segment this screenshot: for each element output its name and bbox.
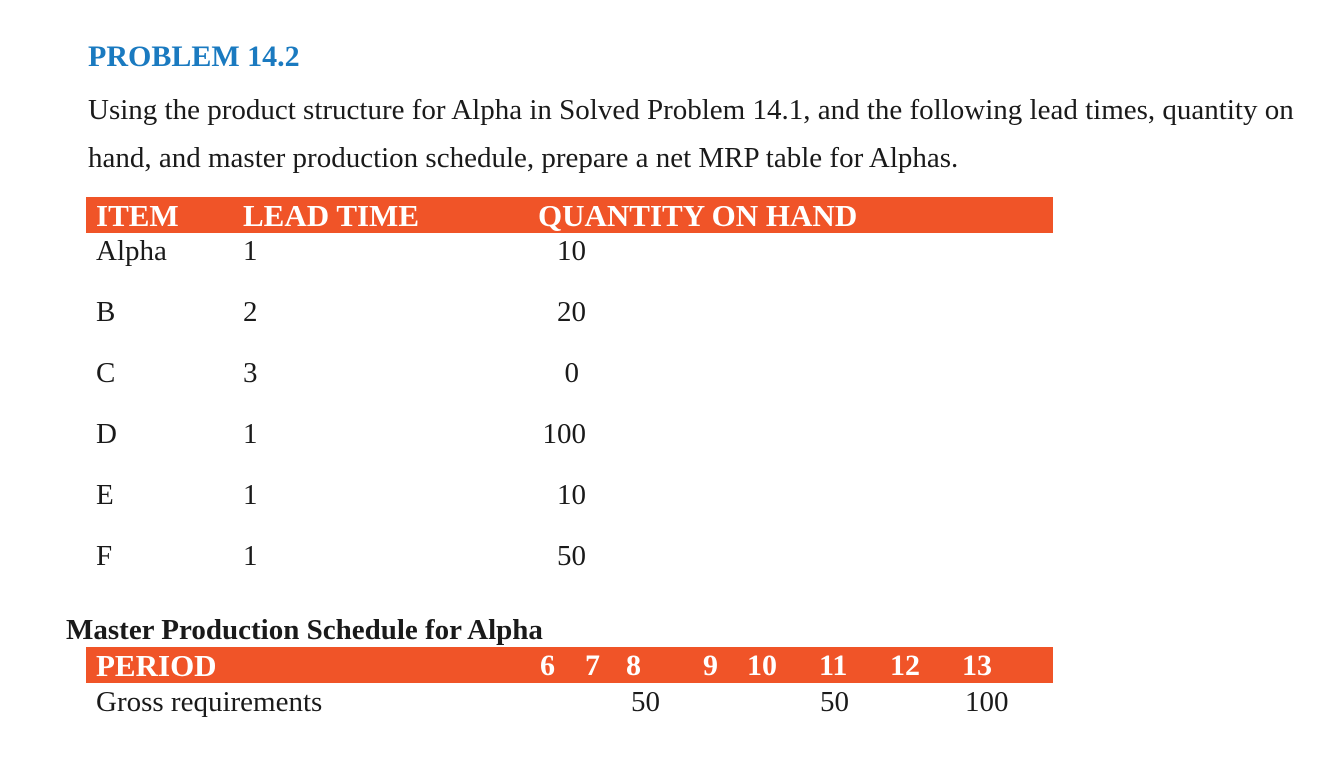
period-13: 13 (962, 649, 992, 682)
header-quantity-on-hand: QUANTITY ON HAND (538, 198, 858, 233)
table-row-item: B (96, 296, 116, 328)
table-row-lead-time: 3 (243, 357, 258, 389)
table-row-lead-time: 1 (243, 418, 258, 450)
gross-requirement-period-11: 50 (820, 686, 849, 718)
period-8: 8 (626, 649, 641, 682)
header-lead-time: LEAD TIME (243, 198, 419, 233)
gross-requirements-label: Gross requirements (96, 686, 323, 718)
header-item: ITEM (96, 198, 179, 233)
table-row-lead-time: 2 (243, 296, 258, 328)
gross-requirement-period-13: 100 (965, 686, 1009, 718)
period-7: 7 (585, 649, 600, 682)
table-row-quantity: 0 (564, 357, 579, 389)
header-period: PERIOD (96, 648, 217, 683)
problem-title: PROBLEM 14.2 (88, 40, 300, 73)
gross-requirement-period-8: 50 (631, 686, 660, 718)
table-row-item: E (96, 479, 114, 511)
period-9: 9 (703, 649, 718, 682)
period-11: 11 (819, 649, 848, 682)
table-row-item: F (96, 540, 113, 572)
table-row-quantity: 10 (557, 479, 586, 511)
table-row-item: Alpha (96, 235, 167, 267)
table-row-quantity: 100 (542, 418, 586, 450)
table-row-quantity: 10 (557, 235, 586, 267)
period-6: 6 (540, 649, 555, 682)
period-10: 10 (747, 649, 777, 682)
table-row-item: C (96, 357, 116, 389)
table-row-quantity: 20 (557, 296, 586, 328)
table-row-quantity: 50 (557, 540, 586, 572)
table-row-lead-time: 1 (243, 479, 258, 511)
table-row-lead-time: 1 (243, 540, 258, 572)
mps-title: Master Production Schedule for Alpha (66, 614, 543, 646)
problem-intro: Using the product structure for Alpha in Solved Problem 14.1, and the following lead times, quantity on hand, and master production schedule, prepare a net MRP table for Alphas. (88, 94, 1294, 174)
table-row-item: D (96, 418, 117, 450)
period-12: 12 (890, 649, 920, 682)
table-row-lead-time: 1 (243, 235, 258, 267)
